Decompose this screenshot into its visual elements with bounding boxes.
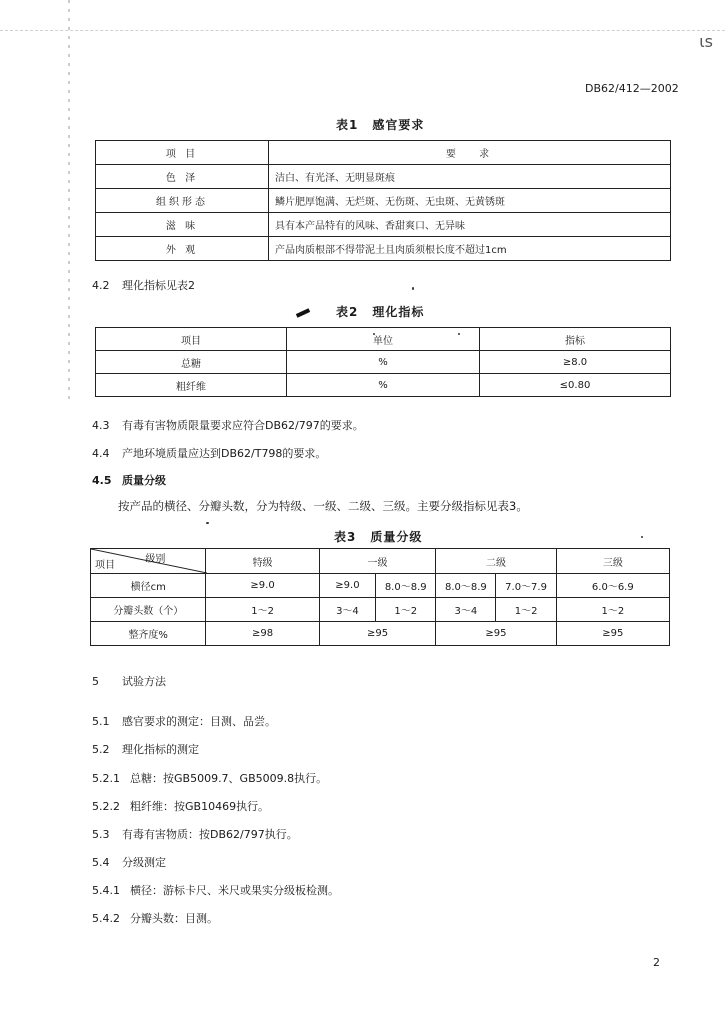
section-number: 5.2.2 (92, 800, 120, 813)
table1-req: 鳞片肥厚饱满、无烂斑、无伤斑、无虫斑、无黄锈斑 (269, 189, 671, 213)
table1-req: 洁白、有光泽、无明显斑痕 (269, 165, 671, 189)
table3-cell: 7.0～7.9 (496, 574, 556, 598)
table2-cell: 总糖 (96, 351, 287, 374)
table1-number: 表1 (336, 118, 359, 132)
section-row (92, 826, 298, 842)
table3-cell: 8.0～8.9 (436, 574, 496, 598)
table1-item: 外 观 (96, 237, 269, 261)
section-row (92, 910, 218, 926)
table-row (91, 574, 670, 598)
section-4-3 (92, 417, 364, 433)
table3-row-label: 整齐度% (91, 622, 206, 646)
section-text: 分级测定 (122, 856, 166, 869)
table-row (96, 213, 671, 237)
table2-head-unit: 单位 (287, 328, 480, 351)
table-row (96, 351, 671, 374)
table2-physchem (95, 327, 671, 397)
table3-title: 质量分级 (370, 530, 423, 544)
table1-header-row (96, 141, 671, 165)
scan-speck (373, 333, 375, 335)
section-4-4 (92, 445, 326, 461)
table2-cell: ≤0.80 (480, 374, 671, 397)
table3-cell: 3～4 (436, 598, 496, 622)
table3-grading (90, 548, 670, 646)
section-number: 5.4.2 (92, 912, 120, 925)
table1-title: 感官要求 (372, 118, 425, 132)
table3-grade: 一级 (319, 549, 436, 574)
table3-header-row (91, 549, 670, 574)
table1-caption (336, 116, 424, 133)
scan-stroke-mark (296, 308, 310, 318)
section-row (92, 882, 339, 898)
table3-grade: 三级 (556, 549, 669, 574)
table3-grade: 二级 (436, 549, 556, 574)
section-row (92, 741, 199, 757)
section-text: 感官要求的测定：目测、品尝。 (122, 715, 276, 728)
scan-left-edge (68, 0, 70, 400)
table3-cell: 6.0～6.9 (556, 574, 669, 598)
table-row (96, 165, 671, 189)
table-row (96, 189, 671, 213)
table2-cell: % (287, 351, 480, 374)
table3-cell: ≥9.0 (206, 574, 319, 598)
section-text: 试验方法 (122, 675, 166, 688)
table3-grade: 特级 (206, 549, 319, 574)
table1-sensory (95, 140, 671, 261)
section-number: 5.4.1 (92, 884, 120, 897)
table1-head-req: 要 求 (269, 141, 671, 165)
table3-cell: 1～2 (206, 598, 319, 622)
table3-row-label: 横径cm (91, 574, 206, 598)
table3-row-label: 分瓣头数（个） (91, 598, 206, 622)
section-4-5-body: 按产品的横径、分瓣头数，分为特级、一级、二级、三级。主要分级指标见表3。 (118, 499, 528, 513)
scan-speck (458, 333, 460, 335)
table3-cell: ≥98 (206, 622, 319, 646)
document-number: DB62/412—2002 (585, 82, 679, 95)
section-text: 有毒有害物质：按DB62/797执行。 (122, 828, 298, 841)
table3-cell: 3～4 (319, 598, 375, 622)
section-text: 有毒有害物质限量要求应符合DB62/797的要求。 (122, 419, 364, 432)
table2-number: 表2 (336, 305, 359, 319)
table3-cell: ≥9.0 (319, 574, 375, 598)
table1-req: 具有本产品特有的风味、香甜爽口、无异味 (269, 213, 671, 237)
section-number: 4.3 (92, 419, 110, 432)
table1-req: 产品肉质根部不得带泥土且肉质须根长度不超过1cm (269, 237, 671, 261)
table-row (96, 374, 671, 397)
scan-speck (641, 536, 643, 538)
section-text: 理化指标的测定 (122, 743, 199, 756)
table2-cell: 粗纤维 (96, 374, 287, 397)
section-number: 5.2 (92, 743, 110, 756)
section-number: 5.4 (92, 856, 110, 869)
table2-caption (336, 303, 424, 320)
table3-cell: ≥95 (436, 622, 556, 646)
table1-head-item: 项 目 (96, 141, 269, 165)
section-number: 4.2 (92, 279, 110, 292)
section-number: 5.3 (92, 828, 110, 841)
section-text: 理化指标见表2 (122, 279, 195, 292)
section-4-2 (92, 277, 195, 293)
table-row (96, 237, 671, 261)
section-number: 5 (92, 675, 99, 688)
corner-level-label: 级别 (145, 554, 166, 565)
corner-item-label: 项目 (95, 560, 115, 571)
table-row (91, 622, 670, 646)
section-text: 粗纤维：按GB10469执行。 (130, 800, 270, 813)
table2-title: 理化指标 (372, 305, 425, 319)
section-number: 5.1 (92, 715, 110, 728)
table3-cell: 1～2 (376, 598, 436, 622)
corner-handwritten-mark: ιs (699, 32, 713, 51)
section-text: 产地环境质量应达到DB62/T798的要求。 (122, 447, 327, 460)
table2-cell: % (287, 374, 480, 397)
table-row (91, 598, 670, 622)
section-row (92, 854, 166, 870)
section-4-5 (92, 472, 166, 488)
table3-number: 表3 (334, 530, 357, 544)
table2-head-index: 指标 (480, 328, 671, 351)
section-row (92, 770, 327, 786)
table2-cell: ≥8.0 (480, 351, 671, 374)
section-number: 5.2.1 (92, 772, 120, 785)
table3-cell: ≥95 (319, 622, 436, 646)
section-row (92, 673, 166, 689)
page-number: 2 (653, 956, 660, 969)
table3-caption (334, 528, 422, 545)
table3-cell: 1～2 (496, 598, 556, 622)
table1-item: 色 泽 (96, 165, 269, 189)
table2-header-row (96, 328, 671, 351)
section-text: 分瓣头数：目测。 (130, 912, 218, 925)
scan-top-line (0, 30, 725, 31)
scan-speck (412, 287, 414, 290)
section-number: 4.5 (92, 474, 112, 487)
section-text: 总糖：按GB5009.7、GB5009.8执行。 (130, 772, 328, 785)
section-text: 横径：游标卡尺、米尺或果实分级板检测。 (130, 884, 339, 897)
table1-item: 滋 味 (96, 213, 269, 237)
section-number: 4.4 (92, 447, 110, 460)
scan-speck (206, 522, 209, 524)
table1-item: 组织形态 (96, 189, 269, 213)
table3-cell: 1～2 (556, 598, 669, 622)
table3-corner-cell (91, 549, 206, 574)
section-row (92, 713, 276, 729)
section-title: 质量分级 (122, 474, 166, 487)
table3-cell: 8.0～8.9 (376, 574, 436, 598)
section-row (92, 798, 269, 814)
table2-head-item: 项目 (96, 328, 287, 351)
table3-cell: ≥95 (556, 622, 669, 646)
